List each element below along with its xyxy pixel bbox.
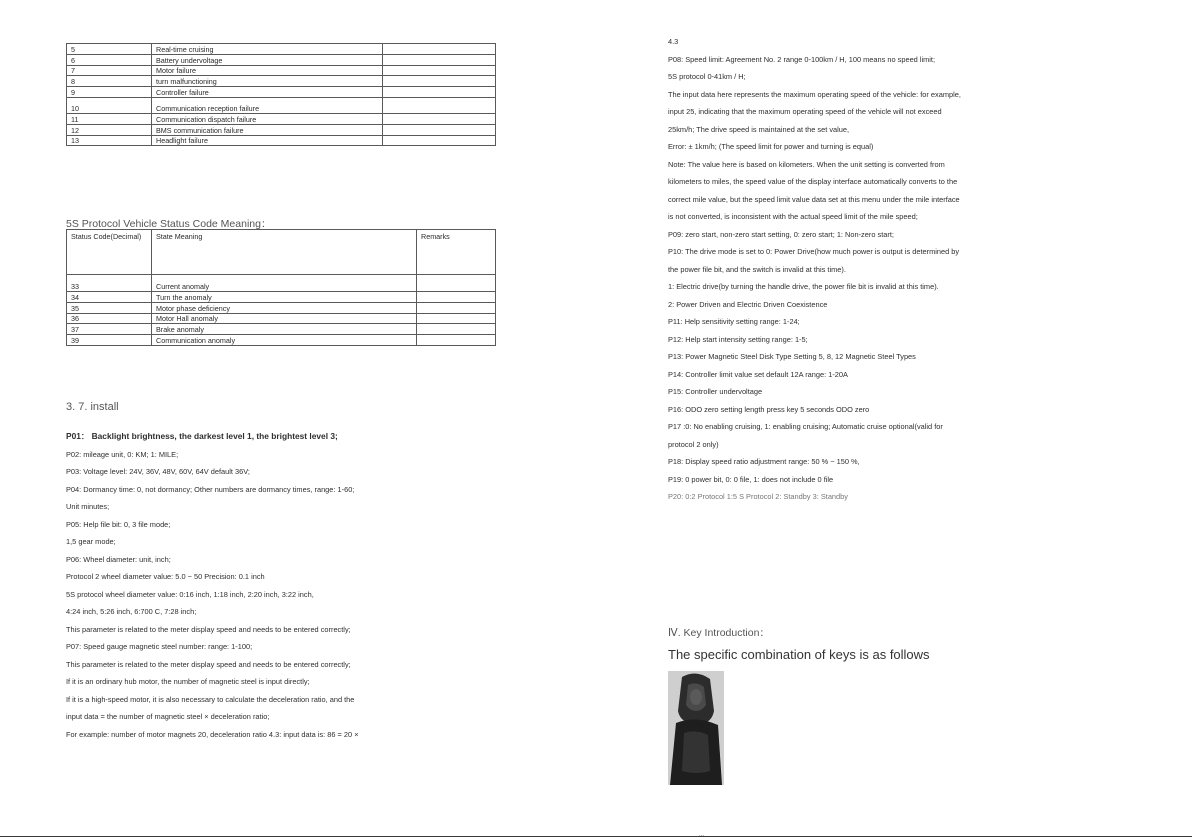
error-table-row <box>67 87 496 98</box>
paragraph-line: P09: zero start, non-zero start setting, 0: zero start; 1: Non-zero start; <box>668 229 894 239</box>
status-table-row <box>67 275 496 292</box>
paragraph-line: 5S protocol wheel diameter value: 0:16 inch, 1:18 inch, 2:20 inch, 3:22 inch, <box>66 589 314 599</box>
error-table-row <box>67 97 496 113</box>
error-remarks-cell <box>383 76 496 87</box>
paragraph-line: This parameter is related to the meter display speed and needs to be entered correctly; <box>66 624 351 634</box>
error-code-cell: 13 <box>67 135 152 146</box>
paragraph-line: is not converted, is inconsistent with the actual speed limit of the mile speed; <box>668 212 918 221</box>
error-meaning-cell: Controller failure <box>152 87 383 98</box>
error-code-table <box>66 43 496 146</box>
error-code-cell: 8 <box>67 76 152 87</box>
status-table-row <box>67 313 496 324</box>
error-table-row <box>67 76 496 87</box>
error-meaning-cell: BMS communication failure <box>152 124 383 135</box>
status-meaning-cell: Communication anomaly <box>152 335 417 346</box>
paragraph-line: P14: Controller limit value set default 12A range: 1-20A <box>668 369 848 379</box>
error-table-row <box>67 135 496 146</box>
error-meaning-cell: Battery undervoltage <box>152 54 383 65</box>
status-meaning-cell: Turn the anomaly <box>152 292 417 303</box>
status-code-table <box>66 229 496 346</box>
status-col-remarks: Remarks <box>417 230 496 275</box>
key-combination-subtitle: The specific combination of keys is as follows <box>668 647 930 662</box>
page-marker: ... <box>699 832 705 838</box>
error-meaning-cell: Communication reception failure <box>152 97 383 113</box>
paragraph-line: P17 :0: No enabling cruising, 1: enabling cruising; Automatic cruise optional(valid for <box>668 422 943 431</box>
install-parameters <box>66 428 359 743</box>
error-remarks-cell <box>383 113 496 124</box>
status-code-heading: 5S Protocol Vehicle Status Code Meaning： <box>66 218 272 230</box>
paragraph-line: 1: Electric drive(by turning the handle drive, the power file bit is invalid at this time). <box>668 282 939 291</box>
status-code-cell: 36 <box>67 313 152 324</box>
error-remarks-cell <box>383 65 496 76</box>
status-table-row <box>67 324 496 335</box>
paragraph-line: P11: Help sensitivity setting range: 1-24; <box>668 317 800 326</box>
paragraph-line: P03: Voltage level: 24V, 36V, 48V, 60V, 64V default 36V; <box>66 467 250 476</box>
error-code-cell: 11 <box>67 113 152 124</box>
key-introduction-title: Ⅳ. Key Introduction： <box>668 627 770 639</box>
status-meaning-cell: Motor Hall anomaly <box>152 313 417 324</box>
error-code-cell: 12 <box>67 124 152 135</box>
paragraph-line: 25km/h; The drive speed is maintained at the set value, <box>668 124 850 134</box>
error-table-row <box>67 44 496 55</box>
paragraph-line: 4.3 <box>668 37 679 46</box>
error-code-cell: 10 <box>67 97 152 113</box>
paragraph-line: correct mile value, but the speed limit value data set at this menu under the mile interface <box>668 194 960 204</box>
status-remarks-cell <box>417 335 496 346</box>
error-code-cell: 7 <box>67 65 152 76</box>
error-remarks-cell <box>383 54 496 65</box>
error-meaning-cell: Communication dispatch failure <box>152 113 383 124</box>
status-code-cell: 39 <box>67 335 152 346</box>
status-code-cell: 33 <box>67 275 152 292</box>
status-meaning-cell: Motor phase deficiency <box>152 302 417 313</box>
error-remarks-cell <box>383 135 496 146</box>
paragraph-line: P20: 0:2 Protocol 1:5 S Protocol 2: Standby 3: Standby <box>668 492 848 501</box>
status-table-header <box>67 230 496 275</box>
error-remarks-cell <box>383 124 496 135</box>
paragraph-line: input data = the number of magnetic steel × deceleration ratio; <box>66 712 270 721</box>
status-remarks-cell <box>417 292 496 303</box>
parameter-descriptions <box>668 33 961 506</box>
paragraph-line: P10: The drive mode is set to 0: Power Drive(how much power is output is determined by <box>668 247 960 256</box>
status-col-code: Status Code(Decimal) <box>67 230 152 275</box>
paragraph-line: 5S protocol 0-41km / H; <box>668 72 746 81</box>
status-table-row <box>67 292 496 303</box>
error-remarks-cell <box>383 44 496 55</box>
paragraph-line: 4:24 inch, 5:26 inch, 6:700 C, 7:28 inch; <box>66 607 197 616</box>
status-remarks-cell <box>417 302 496 313</box>
paragraph-line: This parameter is related to the meter display speed and needs to be entered correctly; <box>66 659 351 669</box>
paragraph-line: For example: number of motor magnets 20, deceleration ratio 4.3: input data is: 86 = 20 × <box>66 729 359 739</box>
status-code-cell: 37 <box>67 324 152 335</box>
paragraph-line: P06: Wheel diameter: unit, inch; <box>66 554 171 564</box>
paragraph-line: kilometers to miles, the speed value of the display interface automatically converts to the <box>668 177 958 186</box>
paragraph-line: The input data here represents the maximum operating speed of the vehicle: for example, <box>668 89 961 99</box>
status-remarks-cell <box>417 275 496 292</box>
status-code-cell: 34 <box>67 292 152 303</box>
paragraph-line: P04: Dormancy time: 0, not dormancy; Other numbers are dormancy times, range: 1-60; <box>66 484 355 494</box>
page-bottom-rule <box>0 836 1192 837</box>
paragraph-line: P13: Power Magnetic Steel Disk Type Setting 5, 8, 12 Magnetic Steel Types <box>668 352 916 361</box>
paragraph-line: P05: Help file bit: 0, 3 file mode; <box>66 519 171 529</box>
paragraph-line: P19: 0 power bit, 0: 0 file, 1: does not include 0 file <box>668 474 834 484</box>
paragraph-line: P16: ODO zero setting length press key 5 seconds ODO zero <box>668 404 870 414</box>
paragraph-line: Note: The value here is based on kilometers. When the unit setting is converted from <box>668 159 945 169</box>
paragraph-line: P01： Backlight brightness, the darkest level 1, the brightest level 3; <box>66 431 338 441</box>
error-table-row <box>67 65 496 76</box>
paragraph-line: 2: Power Driven and Electric Driven Coexistence <box>668 299 828 309</box>
status-remarks-cell <box>417 324 496 335</box>
status-meaning-cell: Brake anomaly <box>152 324 417 335</box>
error-table-row <box>67 54 496 65</box>
error-meaning-cell: Motor failure <box>152 65 383 76</box>
install-section-title: 3. 7. install <box>66 401 119 413</box>
status-meaning-cell: Current anomaly <box>152 275 417 292</box>
paragraph-line: Protocol 2 wheel diameter value: 5.0 ~ 50 Precision: 0.1 inch <box>66 572 265 581</box>
paragraph-line: P08: Speed limit: Agreement No. 2 range 0-100km / H, 100 means no speed limit; <box>668 54 936 64</box>
status-code-cell: 35 <box>67 302 152 313</box>
display-controller-photo <box>668 671 724 785</box>
error-table-row <box>67 124 496 135</box>
error-remarks-cell <box>383 97 496 113</box>
status-col-meaning: State Meaning <box>152 230 417 275</box>
paragraph-line: input 25, indicating that the maximum operating speed of the vehicle will not exceed <box>668 107 942 116</box>
error-meaning-cell: Real-time cruising <box>152 44 383 55</box>
paragraph-line: If it is a high-speed motor, it is also necessary to calculate the deceleration ratio, and the <box>66 694 355 704</box>
error-code-cell: 5 <box>67 44 152 55</box>
paragraph-line: P12: Help start intensity setting range: 1-5; <box>668 334 808 344</box>
paragraph-line: Unit minutes; <box>66 502 110 511</box>
paragraph-line: 1,5 gear mode; <box>66 537 116 546</box>
status-table-row <box>67 335 496 346</box>
status-remarks-cell <box>417 313 496 324</box>
paragraph-line: If it is an ordinary hub motor, the number of magnetic steel is input directly; <box>66 677 310 686</box>
paragraph-line: the power file bit, and the switch is invalid at this time). <box>668 264 846 274</box>
error-meaning-cell: turn malfunctioning <box>152 76 383 87</box>
error-code-cell: 6 <box>67 54 152 65</box>
paragraph-line: protocol 2 only) <box>668 439 719 449</box>
error-meaning-cell: Headlight failure <box>152 135 383 146</box>
paragraph-line: P15: Controller undervoltage <box>668 387 763 396</box>
error-code-cell: 9 <box>67 87 152 98</box>
paragraph-line: P18: Display speed ratio adjustment range: 50 % ~ 150 %, <box>668 457 860 466</box>
paragraph-line: Error: ± 1km/h; (The speed limit for power and turning is equal) <box>668 142 874 151</box>
error-remarks-cell <box>383 87 496 98</box>
paragraph-line: P02: mileage unit, 0: KM; 1: MILE; <box>66 449 179 459</box>
error-table-row <box>67 113 496 124</box>
status-table-row <box>67 302 496 313</box>
paragraph-line: P07: Speed gauge magnetic steel number: range: 1-100; <box>66 642 253 651</box>
